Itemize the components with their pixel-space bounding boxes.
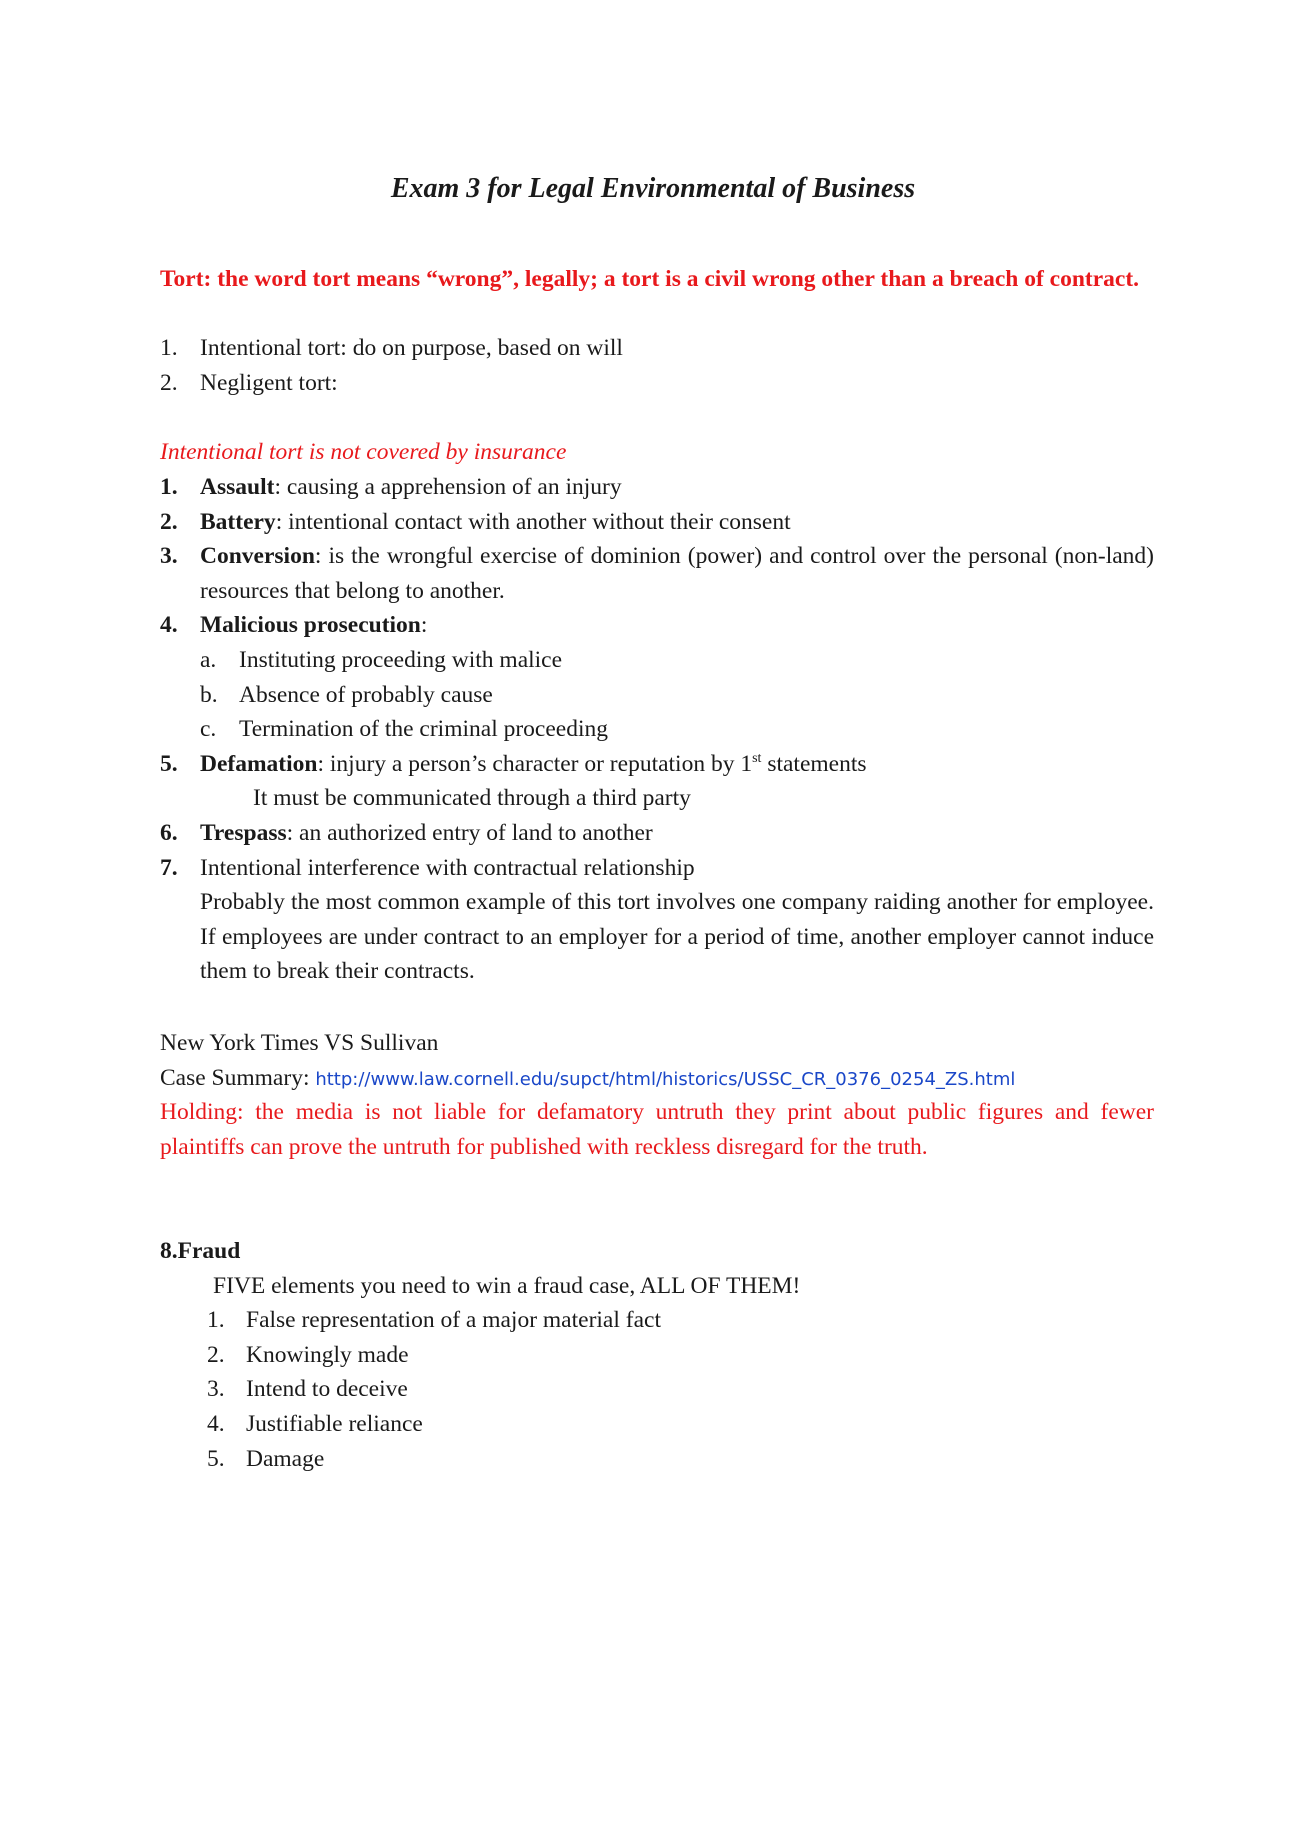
case-name: New York Times VS Sullivan: [160, 1030, 439, 1056]
page-title: Exam 3 for Legal Environmental of Business: [390, 173, 916, 204]
list-item: 1. Intentional tort: do on purpose, based on will: [160, 335, 623, 361]
list-item: 2. Negligent tort:: [160, 369, 338, 396]
interference-description: Probably the most common example of this tort involves one company raiding another for employee. If employees are under contract to an employer for a period of time, another employer cannot induce them to break their contracts.: [200, 889, 1154, 985]
case-summary-link[interactable]: http://www.law.cornell.edu/supct/html/historics/USSC_CR_0376_0254_ZS.html: [315, 1068, 1016, 1090]
list-item: 4. Justifiable reliance: [207, 1410, 423, 1437]
list-item: 3. Intend to deceive: [207, 1376, 408, 1403]
list-item: 1. Assault: causing a apprehension of an injury: [160, 474, 622, 500]
list-item: 2. Battery: intentional contact with another without their consent: [160, 508, 791, 535]
list-item: 4. Malicious prosecution:: [160, 612, 428, 639]
list-item: 7. Intentional interference with contractual relationship: [160, 854, 695, 881]
list-item: 5. Defamation: injury a person’s character or reputation by 1st statements: [160, 750, 867, 777]
list-item: 2. Knowingly made: [207, 1341, 409, 1368]
case-holding: Holding: the media is not liable for defamatory untruth they print about public figures and fewer plaintiffs can prove the untruth for published with reckless disregard for the truth.: [160, 1099, 1154, 1160]
case-section: [160, 1026, 1154, 1164]
fraud-intro: FIVE elements you need to win a fraud case, ALL OF THEM!: [213, 1272, 801, 1299]
list-item: 6. Trespass: an authorized entry of land to another: [160, 819, 653, 846]
list-item: 1. False representation of a major material fact: [207, 1307, 661, 1334]
fraud-section: [160, 1234, 1154, 1476]
defamation-note: It must be communicated through a third party: [253, 785, 691, 812]
sub-list-item: a. Instituting proceeding with malice: [200, 646, 563, 673]
list-item: 5. Damage: [207, 1445, 325, 1472]
insurance-note: Intentional tort is not covered by insurance: [160, 439, 567, 465]
list-item: 3. Conversion: is the wrongful exercise of dominion (power) and control over the personal (non-land) resources that belong to another.: [160, 543, 1154, 604]
fraud-heading: 8.Fraud: [160, 1238, 241, 1264]
tort-definition: Tort: the word tort means “wrong”, legally; a tort is a civil wrong other than a breach of contract.: [160, 266, 1140, 292]
intentional-torts-list: [160, 470, 1154, 989]
case-summary: Case Summary: http://www.law.cornell.edu/supct/html/historics/USSC_CR_0376_0254_ZS.html: [160, 1064, 1016, 1091]
tort-types-list: [160, 331, 1154, 400]
sub-list-item: c. Termination of the criminal proceeding: [200, 716, 609, 743]
sub-list-item: b. Absence of probably cause: [200, 681, 493, 708]
